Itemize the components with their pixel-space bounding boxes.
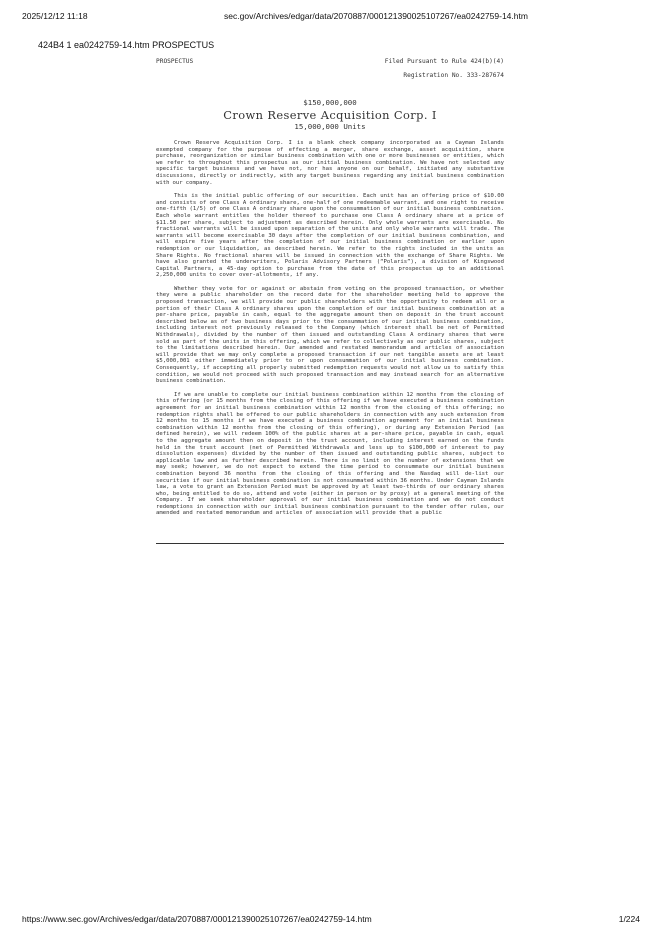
filed-rule: Filed Pursuant to Rule 424(b)(4) <box>384 58 504 65</box>
prospectus-top-row <box>156 58 504 70</box>
print-header-url: sec.gov/Archives/edgar/data/2070887/000121390025107267/ea0242759-14.htm <box>224 11 528 21</box>
page-counter: 1/224 <box>618 914 640 924</box>
print-footer <box>22 914 640 928</box>
paragraph-offering: This is the initial public offering of our securities. Each unit has an offering price of $10.00 and consists of one Class A ordinary share, one-half of one redeemable warrant, and one right to receive one-fifth (1/5) of one Class A ordinary share upon the consummation of our initial business combination. Each whole warrant entitles the holder thereof to purchase one Class A ordinary share at a price of $11.50 per share, subject to adjustment as described herein. Only whole warrants are exercisable. No fractional warrants will be issued upon separation of the units and only whole warrants will trade. The warrants will become exercisable 30 days after the completion of our initial business combination, and will expire five years after the completion of our initial business combination or earlier upon redemption or our liquidation, as described herein. We refer to the rights included in the units as Share Rights. No fractional shares will be issued in connection with the exchange of Share Rights. We have also granted the underwriters, Polaris Advisory Partners (“Polaris”), a division of Kingswood Capital Partners, a 45-day option to purchase from the date of this prospectus up to an additional 2,250,000 units to cover over-allotments, if any. <box>156 193 504 279</box>
print-footer-url: https://www.sec.gov/Archives/edgar/data/2070887/000121390025107267/ea0242759-14.htm <box>22 914 372 924</box>
paragraph-deadline: If we are unable to complete our initial business combination within 12 months from the closing of this offering (or 15 months from the closing of this offering if we have executed a business combination agreement for an initial business combination within 12 months from the closing of this offering; no redemption rights shall be offered to our public shareholders in connection with any such extension from 12 months to 15 months if we have executed a business combination agreement for an initial business combination within 12 months from the closing of this offering), or during any Extension Period (as defined herein), we will redeem 100% of the public shares at a per-share price, payable in cash, equal to the aggregate amount then on deposit in the trust account, including interest earned on the funds held in the trust account (net of Permitted Withdrawals and less up to $100,000 of interest to pay dissolution expenses) divided by the number of then issued and outstanding public shares, subject to applicable law and as further described herein. There is no limit on the number of extensions that we may seek; however, we do not expect to extend the time period to consummate our initial business combination beyond 36 months from the closing of this offering and the Nasdaq will de-list our securities if our initial business combination is not consummated within 36 months. Under Cayman Islands law, a vote to grant an Extension Period must be approved by at least two-thirds of our ordinary shares who, being entitled to do so, attend and vote (either in person or by proxy) at a general meeting of the Company. If we seek shareholder approval of our initial business combination and we do not conduct redemptions in connection with our initial business combination pursuant to the tender offer rules, our amended and restated memorandum and articles of association will provide that a public <box>156 391 504 517</box>
page-divider <box>156 543 504 544</box>
company-name: Crown Reserve Acquisition Corp. I <box>223 108 437 122</box>
prospectus-page <box>156 58 504 544</box>
offering-units: 15,000,000 Units <box>294 122 366 131</box>
offering-amount: $150,000,000 <box>303 98 357 107</box>
print-datetime: 2025/12/12 11:18 <box>22 11 88 21</box>
prospectus-body <box>156 140 504 517</box>
prospectus-label: PROSPECTUS <box>156 58 194 65</box>
document-title: 424B4 1 ea0242759-14.htm PROSPECTUS <box>38 40 215 50</box>
registration-number: Registration No. 333-287674 <box>403 72 504 79</box>
paragraph-redemption: Whether they vote for or against or abstain from voting on the proposed transaction, or whether they were a public shareholder on the record date for the shareholder meeting held to approve the proposed transaction, we will provide our public shareholders with the opportunity to redeem all or a portion of their Class A ordinary shares upon the completion of our initial business combination at a per-share price, payable in cash, equal to the aggregate amount then on deposit in the trust account described below as of two business days prior to the consummation of our initial business combination, including interest not previously released to the Company (which interest shall be net of Permitted Withdrawals), divided by the number of then issued and outstanding Class A ordinary shares that were sold as part of the units in this offering, which we refer to collectively as our public shares, subject to the limitations described herein. Our amended and restated memorandum and articles of association will provide that we may only complete a proposed transaction if our net tangible assets are at least $5,000,001 either immediately prior to or upon consummation of our initial business combination. Consequently, if accepting all properly submitted redemption requests would not allow us to satisfy this condition, we would not proceed with such proposed transaction and may instead search for an alternative business combination. <box>156 285 504 385</box>
paragraph-blank-check: Crown Reserve Acquisition Corp. I is a blank check company incorporated as a Cayman Islands exempted company for the purpose of effecting a merger, share exchange, asset acquisition, share purchase, reorganization or similar business combination with one or more businesses or entities, which we refer to throughout this prospectus as our initial business combination. We have not selected any specific target business and we have not, nor has anyone on our behalf, initiated any substantive discussions, directly or indirectly, with any target business regarding any initial business combination with our company. <box>156 140 504 186</box>
print-header <box>22 11 640 25</box>
